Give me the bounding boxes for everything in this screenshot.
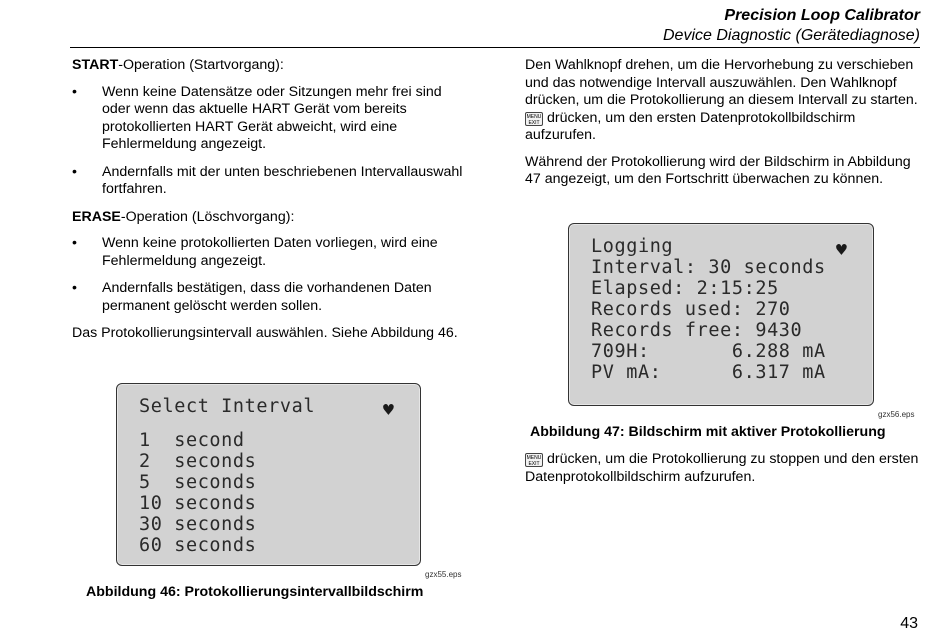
right-paragraph-1-text: Den Wahlknopf drehen, um die Hervorhebung zu verschieben und das notwendige Intervall auszuwählen. Den Wahlknopf drücken, um die Protokollierung an diesem Intervall zu starten. (525, 57, 918, 108)
bullet-icon: • (72, 235, 77, 251)
right-column (525, 57, 920, 198)
list-item (72, 164, 472, 199)
list-item (72, 84, 472, 154)
interval-option: 2 seconds (139, 451, 257, 472)
heart-icon: ♥ (383, 400, 394, 421)
list-item-text: Andernfalls mit der unten beschriebenen Intervallauswahl fortfahren. (102, 163, 463, 197)
lcd-logging-line: Interval: 30 seconds (591, 257, 826, 278)
header-title: Precision Loop Calibrator (724, 7, 920, 24)
right-paragraph-3-text: drücken, um die Protokollierung zu stoppen und den ersten Datenprotokollbildschirm aufzurufen. (525, 451, 919, 485)
interval-option: 30 seconds (139, 514, 257, 535)
lcd-logging-line: 709H: 6.288 mA (591, 341, 826, 362)
header-subtitle: Device Diagnostic (Gerätediagnose) (662, 27, 920, 44)
figure46-eps: gzx55.eps (425, 570, 462, 579)
page-number: 43 (900, 615, 918, 632)
lcd-logging-line: PV mA: 6.317 mA (591, 362, 826, 383)
figure47-caption: Abbildung 47: Bildschirm mit aktiver Protokollierung (530, 424, 886, 440)
list-item-text: Andernfalls bestätigen, dass die vorhandenen Daten permanent gelöscht werden sollen. (102, 280, 432, 314)
header-rule (70, 47, 920, 48)
lcd-logging-line: Logging (591, 236, 674, 257)
right-paragraph-3 (525, 451, 920, 486)
erase-heading (72, 209, 472, 227)
bullet-icon: • (72, 280, 77, 296)
key-label-exit: EXIT (528, 461, 540, 467)
right-paragraph-1 (525, 57, 920, 145)
page-header (663, 6, 920, 46)
erase-heading-text: -Operation (Löschvorgang): (120, 208, 295, 225)
menu-exit-key-icon (525, 112, 543, 126)
lcd-logging-line: Records free: 9430 (591, 320, 803, 341)
left-column (72, 57, 472, 352)
select-interval-text: Das Protokollierungsintervall auswählen. Siehe Abbildung 46. (72, 325, 458, 341)
start-heading (72, 57, 472, 75)
key-label-menu: MENU (526, 113, 542, 120)
figure46-caption: Abbildung 46: Protokollierungsintervallbildschirm (86, 584, 424, 600)
list-item (72, 280, 472, 315)
lcd-logging (568, 223, 874, 406)
lcd-logging-line: Records used: 270 (591, 299, 791, 320)
right-paragraph-2: Während der Protokollierung wird der Bildschirm in Abbildung 47 angezeigt, um den Fortschritt überwachen zu können. (525, 153, 911, 187)
heart-icon: ♥ (836, 240, 847, 261)
right-paragraph-1-text-end: drücken, um den ersten Datenprotokollbildschirm aufzurufen. (525, 109, 856, 143)
interval-option: 5 seconds (139, 472, 257, 493)
lcd-title: Select Interval (139, 396, 316, 417)
list-item-text: Wenn keine Datensätze oder Sitzungen mehr frei sind oder wenn das aktuelle HART Gerät vom bereits protokollierten HART Gerät abweicht, wird eine Fehlermeldung angezeigt. (102, 83, 442, 152)
interval-option: 1 second (139, 430, 245, 451)
key-label-menu: MENU (526, 455, 542, 461)
figure47-eps: gzx56.eps (878, 410, 915, 419)
list-item-text: Wenn keine protokollierten Daten vorliegen, wird eine Fehlermeldung angezeigt. (102, 235, 438, 269)
bullet-icon: • (72, 83, 77, 100)
lcd-select-interval (116, 383, 421, 566)
interval-option: 10 seconds (139, 493, 257, 514)
bullet-icon: • (72, 163, 77, 180)
interval-option: 60 seconds (139, 535, 257, 556)
menu-exit-key-icon (525, 453, 543, 467)
erase-keyword: ERASE (72, 208, 121, 225)
list-item (72, 235, 472, 270)
start-keyword: START (72, 57, 119, 73)
start-heading-text: -Operation (Startvorgang): (118, 57, 284, 73)
lcd-logging-line: Elapsed: 2:15:25 (591, 278, 779, 299)
key-label-exit: EXIT (528, 119, 540, 126)
